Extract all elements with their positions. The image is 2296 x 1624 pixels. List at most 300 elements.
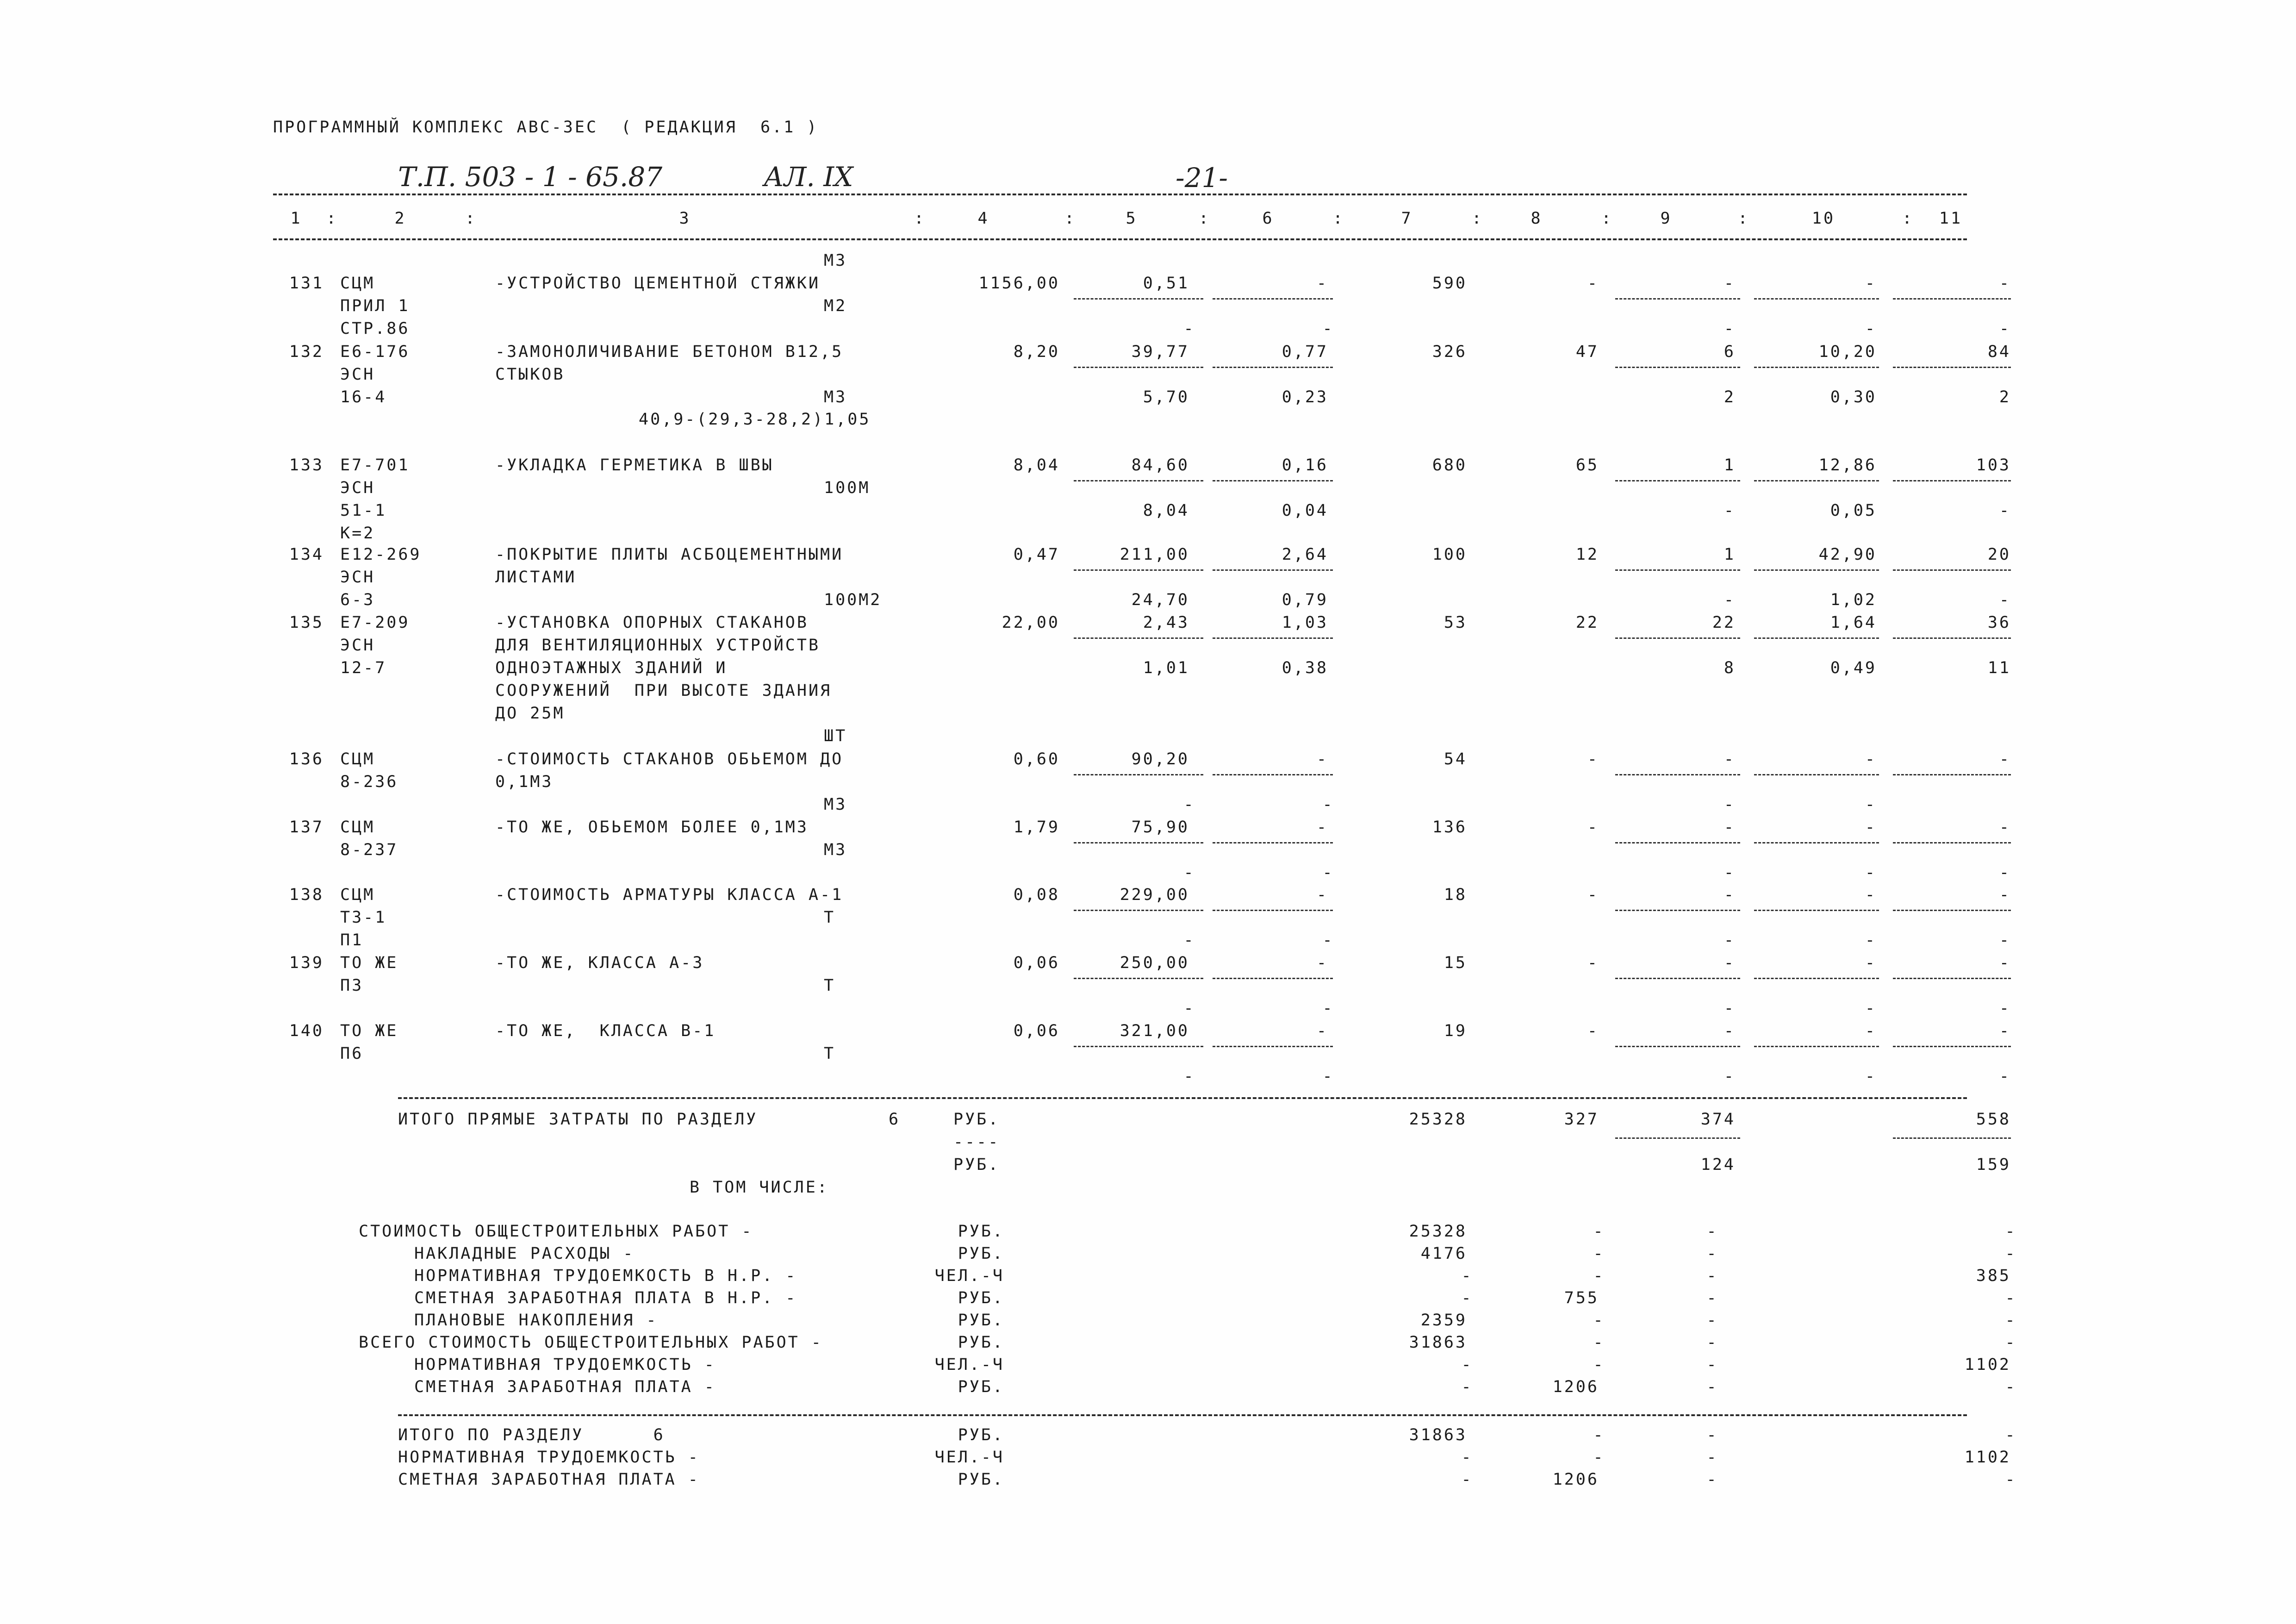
row-machine-sub: - (1724, 1067, 1736, 1086)
summary-labor-total: - (2005, 1378, 2017, 1396)
section-summary-label: НОРМАТИВНАЯ ТРУДОЕМКОСТЬ - (398, 1448, 700, 1467)
row-unit-price-sub: - (1183, 1067, 1195, 1086)
row-unit-price: 90,20 (1131, 750, 1189, 768)
summary-machine-cost: - (1706, 1333, 1718, 1352)
summary-total-cost: 25328 (1409, 1222, 1467, 1241)
cell-divider (1213, 774, 1333, 775)
row-labor-unit: - (1865, 750, 1877, 768)
row-unit-price: 84,60 (1131, 456, 1189, 475)
header-rule-top (273, 194, 1967, 195)
row-labor-total-sub: - (1999, 1067, 2011, 1086)
cell-divider (1754, 774, 1879, 775)
summary-machine-cost: - (1706, 1244, 1718, 1263)
row-labor-total: - (1999, 818, 2011, 837)
row-machine-sub: 8 (1724, 659, 1736, 677)
section-machine-cost: - (1706, 1470, 1718, 1489)
section-total-cost: 31863 (1409, 1426, 1467, 1444)
row-unit: Т (824, 908, 836, 927)
column-header-8: 8 (1531, 209, 1543, 228)
row-quantity: 8,20 (1013, 343, 1060, 361)
row-labor-total-sub: - (1999, 999, 2011, 1018)
row-labor-unit-sub: 1,02 (1830, 591, 1877, 609)
row-total-cost: 590 (1432, 274, 1467, 293)
row-code: СЦМ (340, 274, 375, 293)
row-unit-price-sub: 5,70 (1143, 388, 1189, 406)
section-rule (398, 1414, 1967, 1416)
section-machine-cost: - (1706, 1426, 1718, 1444)
section-machine-cost: - (1706, 1448, 1718, 1467)
summary-label: СМЕТНАЯ ЗАРАБОТНАЯ ПЛАТА - (414, 1378, 716, 1396)
section-labor-total: - (2005, 1426, 2017, 1444)
including-label: В ТОМ ЧИСЛЕ: (690, 1178, 829, 1197)
row-number: 131 (289, 274, 324, 293)
cell-divider (1615, 910, 1740, 911)
row-code: П6 (340, 1044, 364, 1063)
cell-divider (1213, 1046, 1333, 1047)
row-total-cost: 53 (1444, 613, 1467, 632)
summary-labor-total: - (2005, 1333, 2017, 1352)
row-quantity: 0,47 (1013, 545, 1060, 564)
row-quantity: 0,08 (1013, 886, 1060, 904)
column-header-9: 9 (1660, 209, 1672, 228)
row-wages: 12 (1575, 545, 1599, 564)
row-code: Е12-269 (340, 545, 422, 564)
row-wage-price: - (1316, 1022, 1328, 1040)
row-machine-cost: - (1724, 1022, 1736, 1040)
row-code: К=2 (340, 524, 375, 543)
row-machine-sub: - (1724, 591, 1736, 609)
summary-label: НОРМАТИВНАЯ ТРУДОЕМКОСТЬ - (414, 1355, 716, 1374)
row-total-cost: 680 (1432, 456, 1467, 475)
row-code: ТО ЖЕ (340, 954, 398, 972)
row-wage-price-sub: - (1322, 931, 1334, 949)
section-wages: - (1593, 1426, 1605, 1444)
row-quantity: 8,04 (1013, 456, 1060, 475)
cell-divider (1893, 367, 2011, 368)
row-code: Е7-209 (340, 613, 410, 632)
row-wage-price: 0,16 (1282, 456, 1328, 475)
row-name: -СТОИМОСТЬ СТАКАНОВ ОБЬЕМОМ ДО (495, 750, 844, 768)
row-unit: 100М2 (824, 591, 882, 609)
cell-divider (1074, 637, 1203, 639)
row-number: 136 (289, 750, 324, 768)
row-wage-price-sub: 0,04 (1282, 501, 1328, 520)
summary-labor-total: - (2005, 1289, 2017, 1307)
row-number: 133 (289, 456, 324, 475)
cell-divider (1754, 910, 1879, 911)
summary-total-cost: - (1461, 1289, 1473, 1307)
row-name: 0,1М3 (495, 773, 554, 791)
summary-total-cost: - (1461, 1355, 1473, 1374)
cell-divider (1213, 978, 1333, 979)
direct-labor-sub: 159 (1976, 1156, 2011, 1174)
cell-divider (1754, 367, 1879, 368)
row-labor-unit-sub: - (1865, 795, 1877, 814)
summary-unit: РУБ. (958, 1378, 1004, 1396)
row-machine-sub: - (1724, 863, 1736, 882)
row-unit: 100М (824, 479, 871, 497)
row-machine-sub: - (1724, 501, 1736, 520)
row-wage-price-sub: - (1322, 1067, 1334, 1086)
header-rule-bottom (273, 238, 1967, 240)
column-separator: : (465, 209, 477, 228)
cell-divider (1615, 367, 1740, 368)
section-summary-label: ИТОГО ПО РАЗДЕЛУ 6 (398, 1426, 665, 1444)
row-labor-total-sub: 2 (1999, 388, 2011, 406)
cell-divider (1074, 774, 1203, 775)
summary-labor-total: 385 (1976, 1267, 2011, 1285)
row-name: ОДНОЭТАЖНЫХ ЗДАНИЙ И (495, 659, 728, 677)
cell-divider (1893, 1137, 2011, 1139)
cell-divider (1893, 842, 2011, 843)
cell-divider (1213, 569, 1333, 571)
row-labor-total: - (1999, 750, 2011, 768)
row-name: -СТОИМОСТЬ АРМАТУРЫ КЛАССА А-1 (495, 886, 844, 904)
row-unit: М3 (824, 841, 847, 859)
page-number: -21- (1176, 162, 1228, 194)
column-separator: : (1064, 209, 1076, 228)
cell-divider (1074, 569, 1203, 571)
row-wages: - (1587, 954, 1599, 972)
row-wage-price: 1,03 (1282, 613, 1328, 632)
row-number: 132 (289, 343, 324, 361)
cell-divider (1893, 298, 2011, 300)
cell-divider (1213, 298, 1333, 300)
summary-unit: РУБ. (958, 1311, 1004, 1330)
row-unit-top: М3 (824, 251, 847, 270)
cell-divider (1754, 842, 1879, 843)
row-labor-unit-sub: - (1865, 1067, 1877, 1086)
summary-total-cost: 31863 (1409, 1333, 1467, 1352)
summary-total-cost: 4176 (1420, 1244, 1467, 1263)
row-total-cost: 100 (1432, 545, 1467, 564)
column-header-4: 4 (977, 209, 989, 228)
row-total-cost: 326 (1432, 343, 1467, 361)
summary-label: ПЛАНОВЫЕ НАКОПЛЕНИЯ - (414, 1311, 658, 1330)
row-machine-cost: - (1724, 954, 1736, 972)
row-labor-unit: - (1865, 954, 1877, 972)
row-labor-total: 36 (1987, 613, 2011, 632)
row-labor-unit-sub: 0,49 (1830, 659, 1877, 677)
row-unit: М2 (824, 297, 847, 315)
summary-wages: 755 (1564, 1289, 1599, 1307)
section-summary-unit: ЧЕЛ.-Ч (934, 1448, 1004, 1467)
row-labor-total-sub: - (1999, 501, 2011, 520)
cell-divider (1893, 637, 2011, 639)
row-wage-price-sub: 0,38 (1282, 659, 1328, 677)
row-wages: - (1587, 886, 1599, 904)
summary-total-cost: 2359 (1420, 1311, 1467, 1330)
row-wage-price-sub: - (1322, 319, 1334, 338)
row-number: 140 (289, 1022, 324, 1040)
totals-rule (398, 1097, 1967, 1099)
row-machine-cost: - (1724, 818, 1736, 837)
row-code: ЭСН (340, 365, 375, 384)
row-machine-cost: - (1724, 750, 1736, 768)
column-header-11: 11 (1939, 209, 1963, 228)
summary-wages: 1206 (1552, 1378, 1599, 1396)
row-wage-price: - (1316, 818, 1328, 837)
row-unit: ШТ (824, 727, 847, 745)
row-labor-unit: 42,90 (1818, 545, 1877, 564)
row-wage-price: - (1316, 954, 1328, 972)
direct-labor-total: 558 (1976, 1110, 2011, 1129)
summary-total-cost: - (1461, 1267, 1473, 1285)
row-machine-cost: - (1724, 886, 1736, 904)
cell-divider (1615, 569, 1740, 571)
row-unit-price: 211,00 (1120, 545, 1189, 564)
summary-wages: - (1593, 1244, 1605, 1263)
cell-divider (1213, 842, 1333, 843)
row-wages: - (1587, 274, 1599, 293)
row-quantity: 0,06 (1013, 1022, 1060, 1040)
column-separator: : (326, 209, 338, 228)
row-code: Т3-1 (340, 908, 387, 927)
summary-machine-cost: - (1706, 1311, 1718, 1330)
row-machine-cost: 6 (1724, 343, 1736, 361)
row-wage-price: 2,64 (1282, 545, 1328, 564)
row-unit-price: 2,43 (1143, 613, 1189, 632)
cell-divider (1074, 367, 1203, 368)
row-code: 6-3 (340, 591, 375, 609)
cell-divider (1754, 637, 1879, 639)
row-wages: - (1587, 818, 1599, 837)
row-labor-total-sub: 11 (1987, 659, 2011, 677)
summary-unit: ЧЕЛ.-Ч (934, 1267, 1004, 1285)
row-name: -УСТРОЙСТВО ЦЕМЕНТНОЙ СТЯЖКИ (495, 274, 821, 293)
column-header-6: 6 (1262, 209, 1274, 228)
row-labor-unit: 12,86 (1818, 456, 1877, 475)
row-labor-unit-sub: - (1865, 931, 1877, 949)
section-labor-total: 1102 (1964, 1448, 2011, 1467)
row-name: -ТО ЖЕ, ОБЬЕМОМ БОЛЕЕ 0,1М3 (495, 818, 809, 837)
row-code: 8-236 (340, 773, 398, 791)
row-number: 137 (289, 818, 324, 837)
column-separator: : (1472, 209, 1484, 228)
summary-machine-cost: - (1706, 1222, 1718, 1241)
section-total-cost: - (1461, 1448, 1473, 1467)
row-labor-unit: - (1865, 274, 1877, 293)
row-labor-unit: - (1865, 886, 1877, 904)
section-wages: - (1593, 1448, 1605, 1467)
summary-unit: РУБ. (958, 1333, 1004, 1352)
row-code: 16-4 (340, 388, 387, 406)
row-wages: 22 (1575, 613, 1599, 632)
cell-divider (1893, 480, 2011, 481)
row-wages: 65 (1575, 456, 1599, 475)
section-number: 6 (889, 1110, 901, 1129)
summary-label: СТОИМОСТЬ ОБЩЕСТРОИТЕЛЬНЫХ РАБОТ - (359, 1222, 753, 1241)
row-unit-price-sub: - (1183, 931, 1195, 949)
cell-divider (1893, 1046, 2011, 1047)
row-quantity: 22,00 (1002, 613, 1060, 632)
row-wage-price-sub: - (1322, 999, 1334, 1018)
column-header-2: 2 (394, 209, 406, 228)
row-labor-unit: - (1865, 1022, 1877, 1040)
row-labor-unit: 1,64 (1830, 613, 1877, 632)
row-quantity: 0,60 (1013, 750, 1060, 768)
row-total-cost: 18 (1444, 886, 1467, 904)
cell-divider (1615, 1137, 1740, 1139)
column-header-5: 5 (1126, 209, 1138, 228)
cell-divider (1213, 637, 1333, 639)
row-machine-cost: 1 (1724, 456, 1736, 475)
cell-divider (1615, 978, 1740, 979)
row-machine-sub: - (1724, 999, 1736, 1018)
row-code: СТР.86 (340, 319, 410, 338)
row-unit-price: 39,77 (1131, 343, 1189, 361)
row-labor-unit: - (1865, 818, 1877, 837)
cell-divider (1213, 480, 1333, 481)
column-header-1: 1 (290, 209, 302, 228)
row-labor-total: 20 (1987, 545, 2011, 564)
row-labor-unit: 10,20 (1818, 343, 1877, 361)
row-wage-price-sub: - (1322, 863, 1334, 882)
row-machine-sub: 2 (1724, 388, 1736, 406)
row-name: СТЫКОВ (495, 365, 565, 384)
cell-divider (1074, 480, 1203, 481)
doc-code: Т.П. 503 - 1 - 65.87 (398, 161, 663, 193)
unit-dash: ---- (953, 1133, 1000, 1151)
row-machine-cost: - (1724, 274, 1736, 293)
direct-machine-cost: 374 (1700, 1110, 1736, 1129)
summary-unit: ЧЕЛ.-Ч (934, 1355, 1004, 1374)
row-code: ЭСН (340, 568, 375, 587)
row-name: -ПОКРЫТИЕ ПЛИТЫ АСБОЦЕМЕНТНЫМИ (495, 545, 844, 564)
column-separator: : (1333, 209, 1345, 228)
summary-unit: РУБ. (958, 1222, 1004, 1241)
direct-total-cost: 25328 (1409, 1110, 1467, 1129)
summary-label: ВСЕГО СТОИМОСТЬ ОБЩЕСТРОИТЕЛЬНЫХ РАБОТ - (359, 1333, 823, 1352)
row-labor-total: - (1999, 274, 2011, 293)
row-name: -ТО ЖЕ, КЛАССА А-3 (495, 954, 704, 972)
cell-divider (1754, 1046, 1879, 1047)
column-header-10: 10 (1811, 209, 1836, 228)
row-unit-price: 0,51 (1143, 274, 1189, 293)
row-labor-total: - (1999, 886, 2011, 904)
row-code: ТО ЖЕ (340, 1022, 398, 1040)
row-name: -УКЛАДКА ГЕРМЕТИКА В ШВЫ (495, 456, 774, 475)
cell-divider (1754, 978, 1879, 979)
summary-wages: - (1593, 1222, 1605, 1241)
row-machine-sub: - (1724, 319, 1736, 338)
row-code: 51-1 (340, 501, 387, 520)
row-wage-price: 0,77 (1282, 343, 1328, 361)
row-code: 8-237 (340, 841, 398, 859)
row-labor-total: - (1999, 1022, 2011, 1040)
row-name: -ТО ЖЕ, КЛАССА В-1 (495, 1022, 716, 1040)
section-summary-label: СМЕТНАЯ ЗАРАБОТНАЯ ПЛАТА - (398, 1470, 700, 1489)
row-code: Е6-176 (340, 343, 410, 361)
summary-label: НОРМАТИВНАЯ ТРУДОЕМКОСТЬ В Н.Р. - (414, 1267, 797, 1285)
cell-divider (1213, 910, 1333, 911)
cell-divider (1074, 1046, 1203, 1047)
row-name: -УСТАНОВКА ОПОРНЫХ СТАКАНОВ (495, 613, 809, 632)
row-quantity: 0,06 (1013, 954, 1060, 972)
summary-machine-cost: - (1706, 1355, 1718, 1374)
summary-wages: - (1593, 1333, 1605, 1352)
section-total-cost: - (1461, 1470, 1473, 1489)
row-code: Е7-701 (340, 456, 410, 475)
section-summary-unit: РУБ. (958, 1426, 1004, 1444)
cell-divider (1074, 910, 1203, 911)
summary-labor-total: - (2005, 1311, 2017, 1330)
column-header-3: 3 (679, 209, 691, 228)
row-number: 138 (289, 886, 324, 904)
row-code: СЦМ (340, 818, 375, 837)
row-unit-price: 75,90 (1131, 818, 1189, 837)
row-formula: 40,9-(29,3-28,2)1,05 (639, 410, 871, 429)
cell-divider (1754, 480, 1879, 481)
row-unit-price-sub: 1,01 (1143, 659, 1189, 677)
row-unit-price-sub: 8,04 (1143, 501, 1189, 520)
summary-machine-cost: - (1706, 1289, 1718, 1307)
album-number: АЛ. IX (764, 161, 853, 193)
row-wage-price: - (1316, 886, 1328, 904)
column-separator: : (1738, 209, 1750, 228)
row-code: 12-7 (340, 659, 387, 677)
summary-labor-total: 1102 (1964, 1355, 2011, 1374)
row-name: ЛИСТАМИ (495, 568, 577, 587)
cell-divider (1893, 978, 2011, 979)
row-unit: М3 (824, 795, 847, 814)
row-labor-unit-sub: 0,05 (1830, 501, 1877, 520)
row-code: СЦМ (340, 750, 375, 768)
column-separator: : (1902, 209, 1914, 228)
row-unit-price-sub: - (1183, 795, 1195, 814)
cell-divider (1615, 1046, 1740, 1047)
row-unit-price-sub: - (1183, 999, 1195, 1018)
row-labor-unit-sub: - (1865, 863, 1877, 882)
row-wage-price-sub: 0,23 (1282, 388, 1328, 406)
row-labor-total: - (1999, 954, 2011, 972)
row-code: ПРИЛ 1 (340, 297, 410, 315)
cell-divider (1893, 910, 2011, 911)
cell-divider (1615, 637, 1740, 639)
row-total-cost: 54 (1444, 750, 1467, 768)
row-quantity: 1156,00 (978, 274, 1060, 293)
row-code: П3 (340, 976, 364, 995)
row-number: 134 (289, 545, 324, 564)
row-wages: - (1587, 1022, 1599, 1040)
row-number: 139 (289, 954, 324, 972)
row-wage-price: - (1316, 274, 1328, 293)
direct-machine-sub: 124 (1700, 1156, 1736, 1174)
row-code: ЭСН (340, 479, 375, 497)
summary-machine-cost: - (1706, 1378, 1718, 1396)
summary-label: СМЕТНАЯ ЗАРАБОТНАЯ ПЛАТА В Н.Р. - (414, 1289, 797, 1307)
row-total-cost: 19 (1444, 1022, 1467, 1040)
row-labor-total-sub: - (1999, 931, 2011, 949)
row-machine-cost: 1 (1724, 545, 1736, 564)
column-header-7: 7 (1401, 209, 1413, 228)
cell-divider (1074, 978, 1203, 979)
row-code: ЭСН (340, 636, 375, 655)
row-name: -ЗАМОНОЛИЧИВАНИЕ БЕТОНОМ В12,5 (495, 343, 844, 361)
row-unit-price-sub: 24,70 (1131, 591, 1189, 609)
row-name: СООРУЖЕНИЙ ПРИ ВЫСОТЕ ЗДАНИЯ (495, 681, 832, 700)
column-separator: : (1199, 209, 1211, 228)
row-wage-price-sub: - (1322, 795, 1334, 814)
row-wages: - (1587, 750, 1599, 768)
summary-unit: РУБ. (958, 1289, 1004, 1307)
direct-wages: 327 (1564, 1110, 1599, 1129)
column-separator: : (914, 209, 926, 228)
row-unit: Т (824, 1044, 836, 1063)
row-wages: 47 (1575, 343, 1599, 361)
program-line: ПРОГРАММНЫЙ КОМПЛЕКС АВС-ЗЕС ( РЕДАКЦИЯ 6.1 ) (273, 118, 819, 137)
cell-divider (1754, 569, 1879, 571)
